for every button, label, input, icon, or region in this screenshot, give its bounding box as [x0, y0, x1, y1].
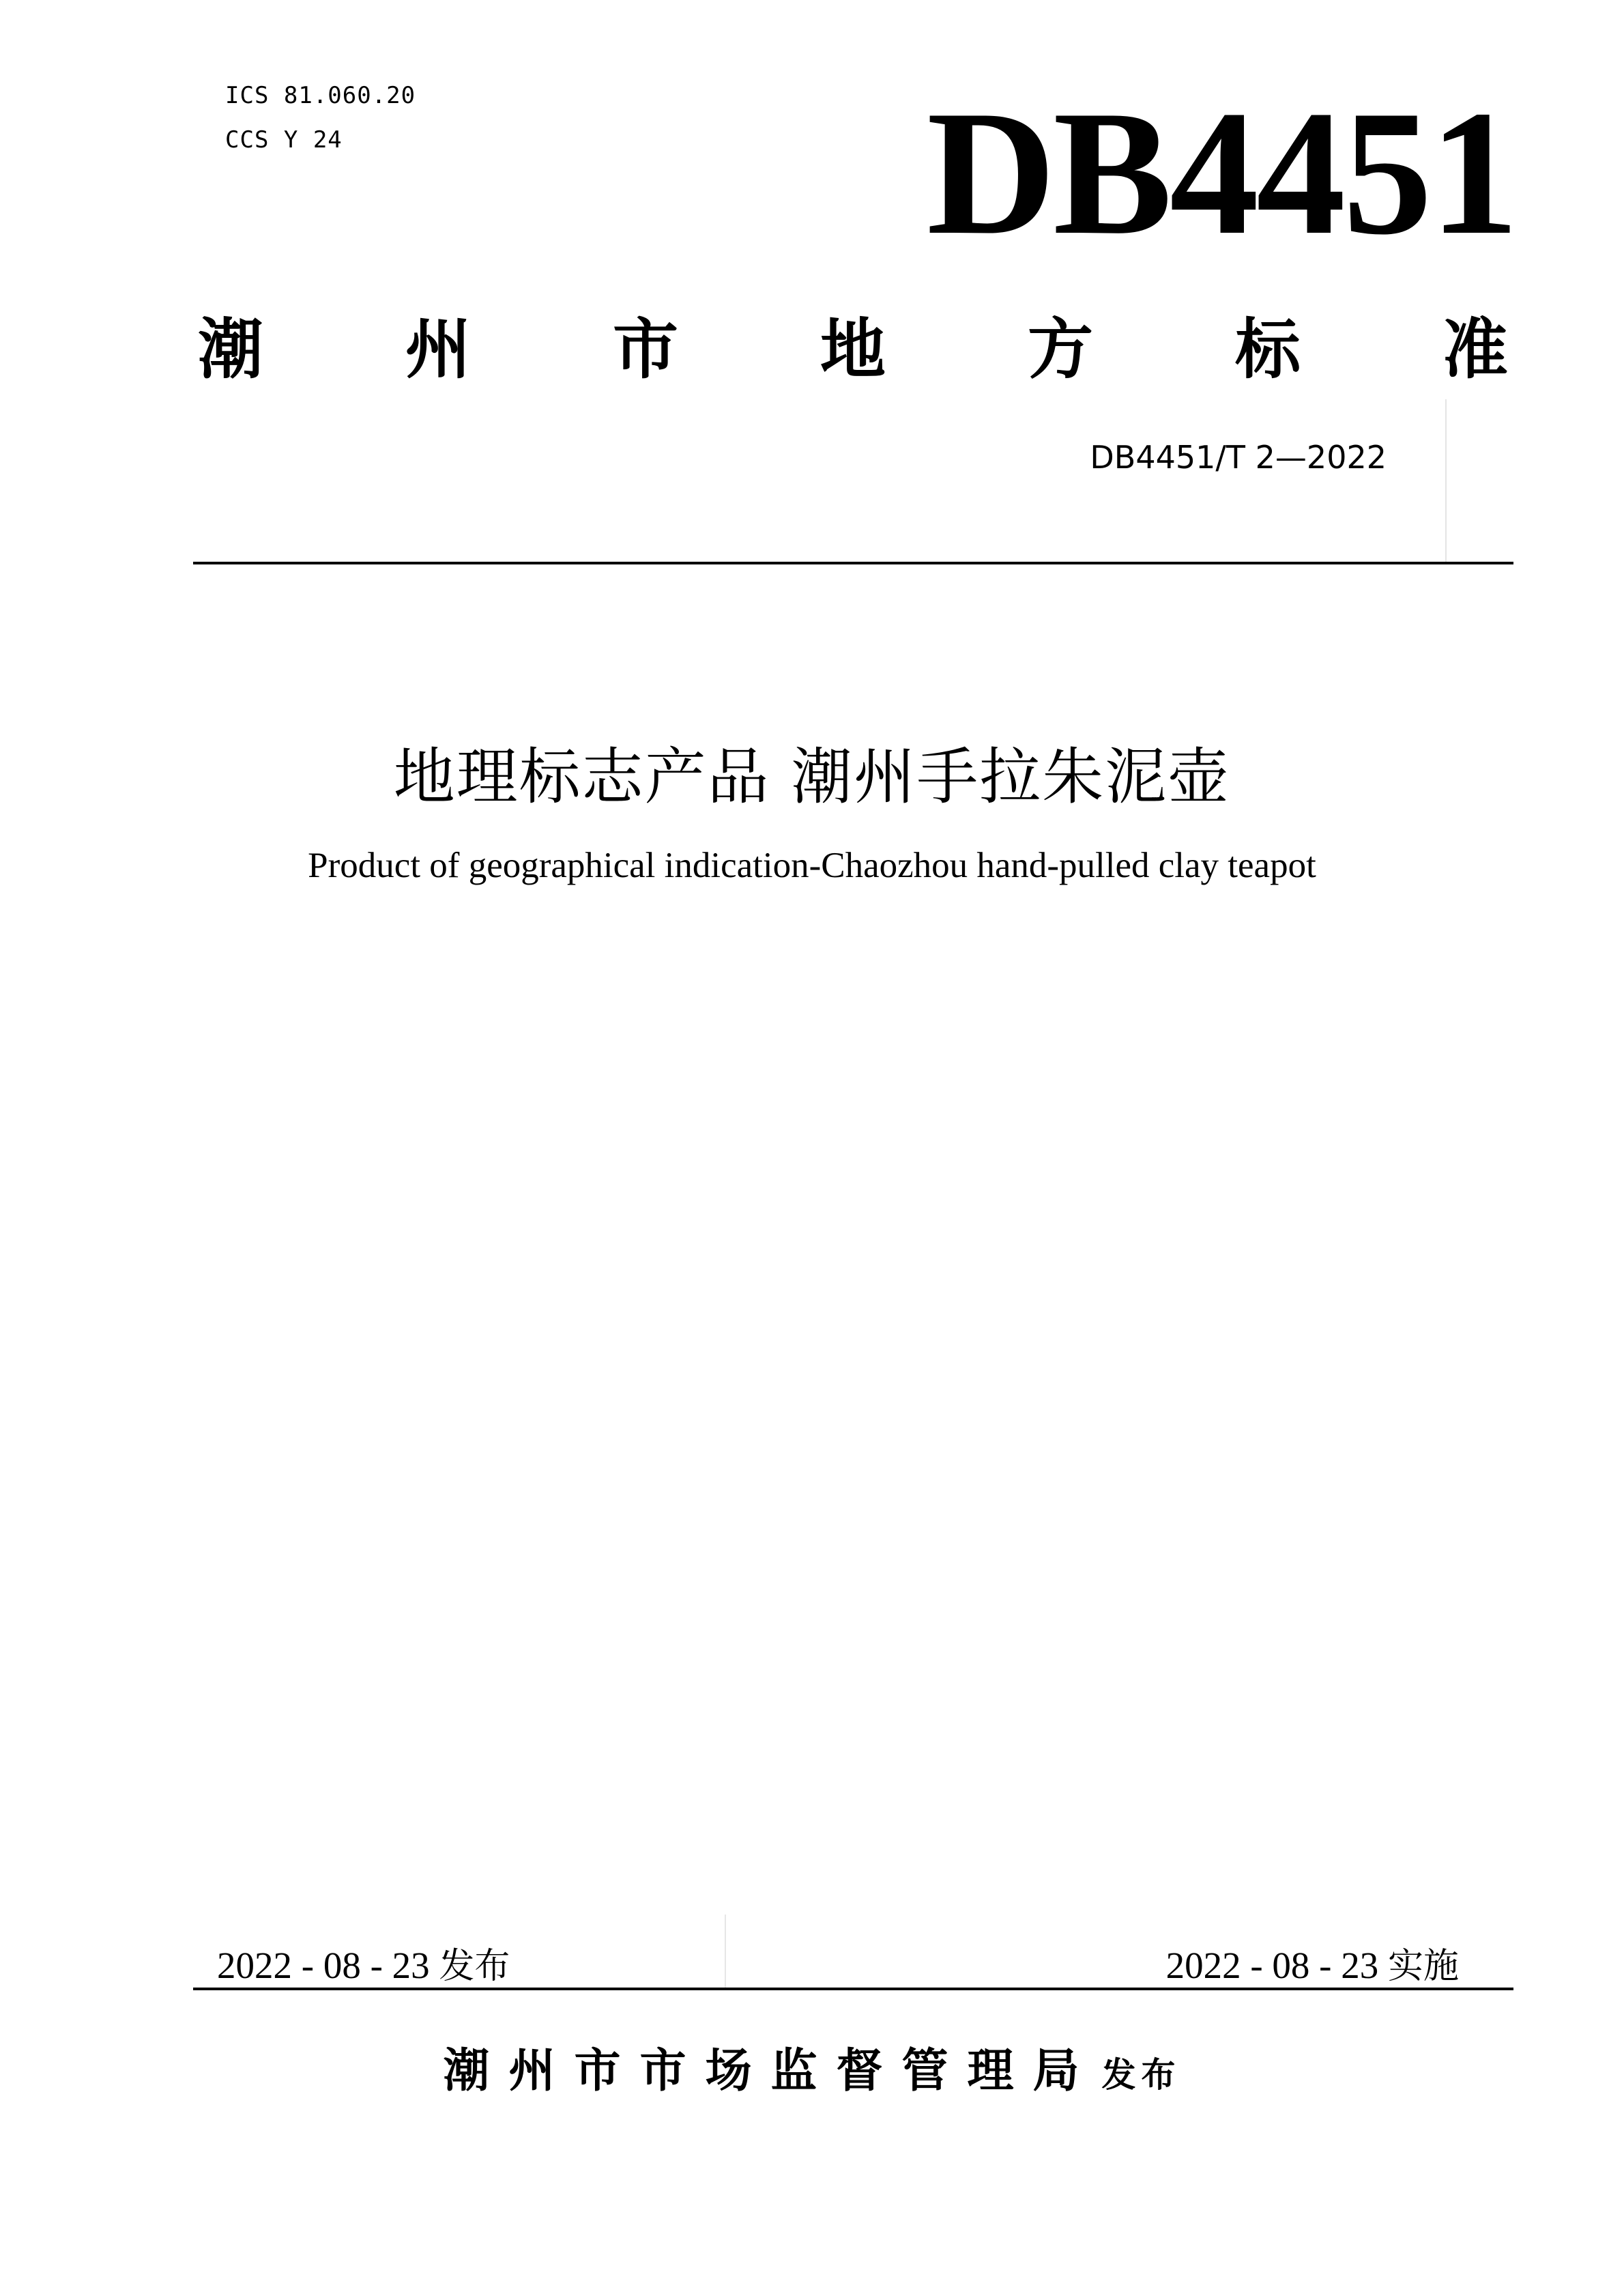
standard-type-title: [198, 311, 1508, 389]
ics-code: ICS 81.060.20: [225, 82, 416, 109]
document-title-chinese: 地理标志产品 潮州手拉朱泥壶: [393, 741, 1231, 813]
implementation-date: [1166, 1937, 1459, 1988]
issue-date-value: 2022 - 08 - 23: [217, 1945, 430, 1986]
top-divider: [193, 562, 1513, 564]
implementation-date-label: 实施: [1387, 1946, 1459, 1987]
standard-type-char: 市: [613, 311, 678, 388]
ccs-code: CCS Y 24: [225, 126, 343, 154]
bottom-divider: [193, 1988, 1513, 1990]
issue-date: [217, 1937, 510, 1988]
faint-vertical-line: [1445, 399, 1447, 563]
publisher: [0, 2034, 1624, 2100]
standard-type-char: 州: [405, 311, 471, 388]
issue-date-label: 发布: [439, 1946, 510, 1987]
faint-vertical-line: [725, 1915, 726, 1990]
document-title-english: Product of geographical indication-Chaozhou hand-pulled clay teapot: [308, 846, 1316, 885]
standard-type-char: 地: [820, 311, 886, 388]
standard-type-char: 潮: [198, 311, 263, 388]
standard-type-char: 方: [1028, 311, 1093, 388]
publisher-name: 潮州市市场监督管理局: [443, 2044, 1099, 2098]
standard-type-char: 标: [1235, 311, 1301, 388]
standard-logo: DB4451: [927, 74, 1516, 272]
implementation-date-value: 2022 - 08 - 23: [1165, 1945, 1379, 1986]
standard-type-char: 准: [1442, 311, 1508, 388]
standard-number: DB4451/T 2—2022: [1090, 439, 1387, 476]
publisher-suffix: 发布: [1101, 2055, 1181, 2095]
